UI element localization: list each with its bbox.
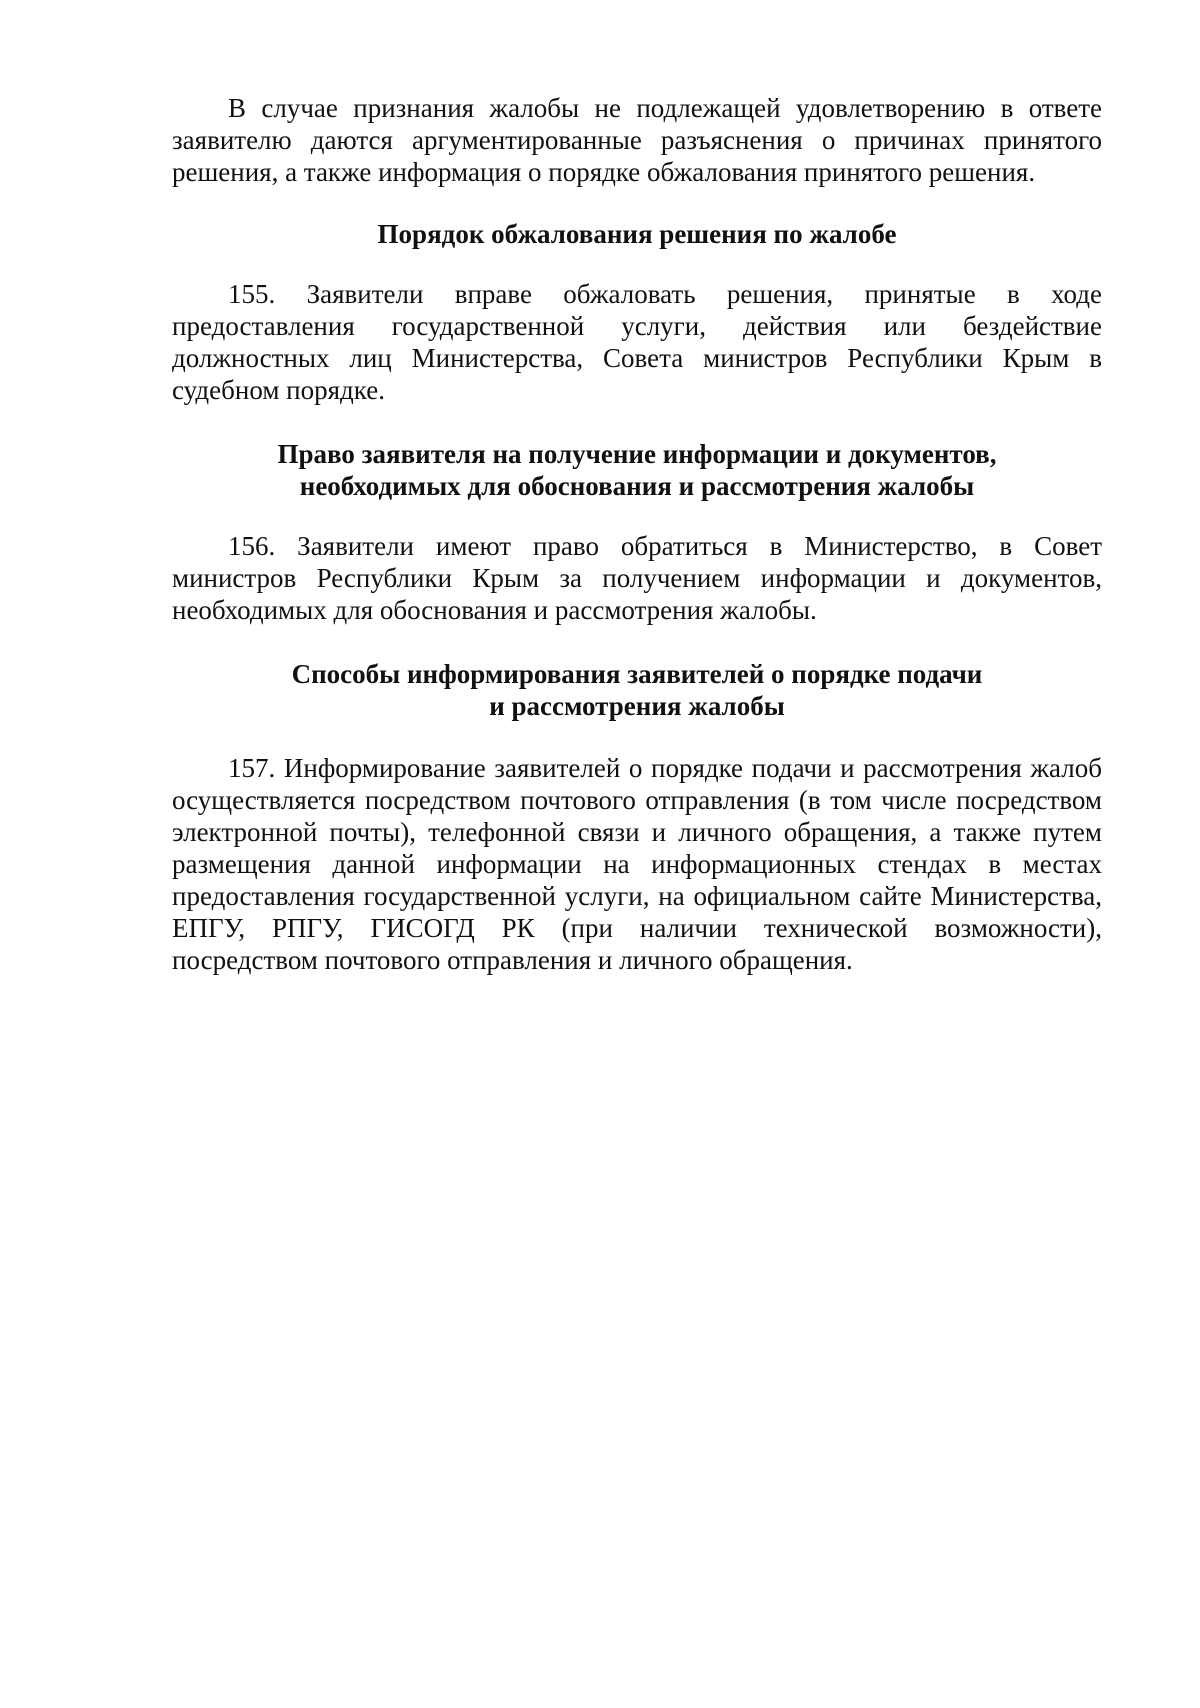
- section-heading-right-to-information: [172, 438, 1102, 502]
- intro-paragraph: В случае признания жалобы не подлежащей удовлетворению в ответе заявителю даются аргументированные разъяснения о причинах принятого решения, а также информация о порядке обжалования принятого решения.: [172, 93, 1102, 187]
- heading-line: Право заявителя на получение информации и документов,: [277, 439, 997, 469]
- paragraph-155: 155. Заявители вправе обжаловать решения, принятые в ходе предоставления государственной услуги, действия или бездействие должностных лиц Министерства, Совета министров Республики Крым в судебном порядке.: [172, 279, 1102, 405]
- document-body: [172, 92, 1102, 976]
- heading-line: Способы информирования заявителей о порядке подачи: [291, 659, 983, 689]
- paragraph-157: 157. Информирование заявителей о порядке подачи и рассмотрения жалоб осуществляется посредством почтового отправления (в том числе посредством электронной почты), телефонной связи и личного обращения, а также путем размещения данной информации на информационных стендах в местах предоставления государственной услуги, на официальном сайте Министерства, ЕПГУ, РПГУ, ГИСОГД РК (при наличии технической возможности), посредством почтового отправления и личного обращения.: [172, 753, 1102, 975]
- section-heading-informing-methods: [172, 658, 1102, 722]
- paragraph-156: 156. Заявители имеют право обратиться в Министерство, в Совет министров Республики Крым за получением информации и документов, необходимых для обоснования и рассмотрения жалобы.: [172, 531, 1102, 625]
- section-heading-appeal-procedure: [172, 218, 1102, 250]
- heading-line: необходимых для обоснования и рассмотрения жалобы: [299, 471, 975, 501]
- heading-line: Порядок обжалования решения по жалобе: [377, 219, 897, 249]
- heading-line: и рассмотрения жалобы: [489, 691, 785, 721]
